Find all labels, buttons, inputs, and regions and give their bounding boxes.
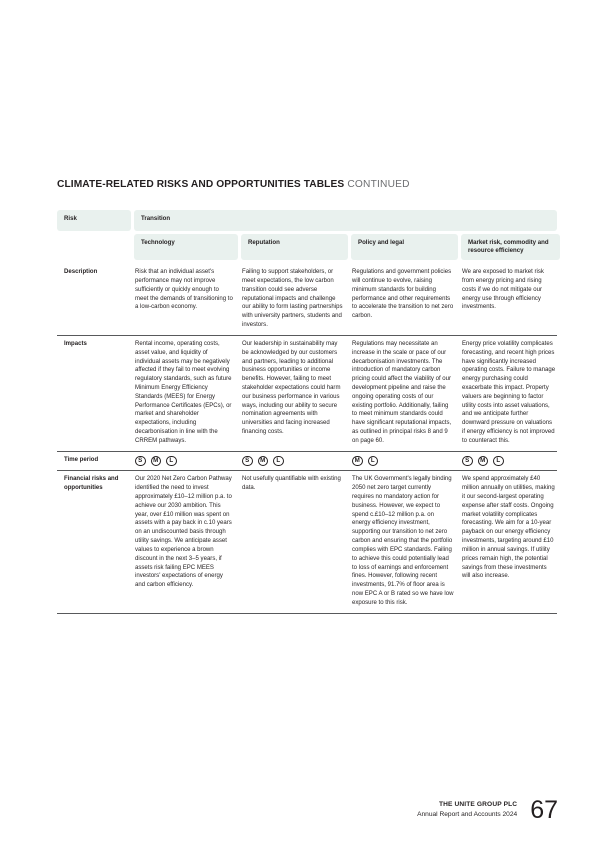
header-col-market-risk: Market risk, commodity and resource efficiency bbox=[461, 234, 560, 260]
time-badge-s: S bbox=[462, 456, 473, 467]
page-title-continued-label: CONTINUED bbox=[347, 179, 410, 190]
table-row-impacts bbox=[57, 335, 557, 451]
time-badges-reputation bbox=[241, 456, 348, 467]
header-col-technology: Technology bbox=[134, 234, 238, 260]
header-col-policy-and-legal: Policy and legal bbox=[351, 234, 458, 260]
row-label-financial: Financial risks and opportunities bbox=[64, 476, 119, 492]
table-row-financial bbox=[57, 470, 557, 613]
cell-impacts-reputation: Our leadership in sustainability may be acknowledged by our customers and partners, leading to additional business opportunities or income benefits. However, failing to meet stakeholder expectations could harm our business performance in various ways, including our ability to secure nomination agreements with universities and facing increased financing costs. bbox=[242, 340, 341, 436]
cell-impacts-policy: Regulations may necessitate an increase in the scale or pace of our decarbonisation investments. The introduction of mandatory carbon pricing could affect the viability of our development pipeline and raise the ongoing operating costs of our existing portfolio. Additionally, failing to meet minimum standards could have significant reputational impacts, as outlined in principal risks 8 and 9 on page 60. bbox=[352, 340, 452, 444]
footer-text bbox=[417, 798, 517, 820]
cell-description-technology: Risk that an individual asset's performance may not improve sufficiently or quickly enough to meet the demands of transitioning to a low-carbon economy. bbox=[135, 269, 233, 311]
header-risk-category: Transition bbox=[134, 210, 557, 231]
table-header-row-category bbox=[57, 210, 557, 231]
page-title bbox=[57, 179, 410, 190]
cell-impacts-market: Energy price volatility complicates forecasting, and recent high prices have significantly increased operating costs. Failure to manage energy purchasing could exacerbate this impact. Property valuers are beginning to factor utility costs into asset valuations, and we anticipate further downward pressure on valuations if energy efficiency is not improved to counteract this. bbox=[462, 340, 556, 444]
table-row-time-period bbox=[57, 451, 557, 471]
row-label-description: Description bbox=[64, 269, 98, 276]
time-badge-l: L bbox=[166, 456, 177, 467]
time-badge-l: L bbox=[368, 456, 379, 467]
table-row-description bbox=[57, 263, 557, 335]
row-label-time-period: Time period bbox=[64, 456, 99, 463]
table-header-row-columns bbox=[57, 234, 557, 260]
time-badges-policy bbox=[351, 456, 458, 467]
time-badge-m: M bbox=[478, 456, 489, 467]
footer-company: THE UNITE GROUP PLC bbox=[438, 801, 518, 808]
cell-financial-market: We spend approximately £40 million annually on utilities, making it our second-largest operating expense after staff costs. Ongoing market volatility complicates forecasting. We aim for a 10-year payback on our energy efficiency investments, targeting around £10 million in annual savings. If utility prices remain high, the potential savings from these investments will also increase. bbox=[462, 476, 555, 580]
cell-description-reputation: Failing to support stakeholders, or meet expectations, the low carbon transition could see adverse reputational impacts and challenge our ability to form lasting partnerships with university partners, students and investors. bbox=[242, 269, 343, 329]
climate-risks-table bbox=[57, 210, 557, 614]
time-badge-m: M bbox=[352, 456, 363, 467]
row-label-impacts: Impacts bbox=[64, 340, 87, 347]
header-spacer bbox=[57, 234, 131, 260]
page-title-main: CLIMATE-RELATED RISKS AND OPPORTUNITIES TABLES bbox=[57, 179, 345, 190]
time-badge-s: S bbox=[135, 456, 146, 467]
time-badge-s: S bbox=[242, 456, 253, 467]
header-risk-label: Risk bbox=[57, 210, 131, 231]
time-badges-technology bbox=[134, 456, 238, 467]
time-badges-market bbox=[461, 456, 560, 467]
cell-description-policy: Regulations and government policies will continue to evolve, raising minimum standards for building performance and other requirements to accelerate the transition to net zero carbon. bbox=[352, 269, 454, 320]
header-col-reputation: Reputation bbox=[241, 234, 348, 260]
time-badge-m: M bbox=[258, 456, 269, 467]
footer-report: Annual Report and Accounts 2024 bbox=[417, 810, 518, 818]
time-badge-l: L bbox=[493, 456, 504, 467]
time-badge-m: M bbox=[151, 456, 162, 467]
cell-financial-policy: The UK Government's legally binding 2050 net zero target currently requires no mandatory action for business. However, we expect to spend c.£10–12 million p.a. on energy efficiency investment, supporting our transition to net zero carbon and ensuring that the portfolio complies with EPC standards. Failing to achieve this could potentially lead to loss of earnings and enforcement fines. However, following recent investments, 91.7% of floor area is now EPC A or B rated so we have low exposure to this risk. bbox=[352, 476, 454, 606]
cell-impacts-technology: Rental income, operating costs, asset value, and liquidity of individual assets may be negatively affected if they fail to meet evolving regulatory standards, such as future Minimum Energy Efficiency Standards (MEES) for Energy Performance Certificates (EPCs), or market and shareholder expectations, including decarbonisation in line with the CRREM pathways. bbox=[135, 340, 232, 444]
cell-financial-technology: Our 2020 Net Zero Carbon Pathway identified the need to invest approximately £10–12 million p.a. to achieve our 2030 ambition. This year, over £10 million was spent on assets with a pay back in c.10 years on an undiscounted basis through utility savings. We anticipate asset values to experience a brown discount in the next 3–5 years, if assets risk failing EPC MEES investors' expectations of energy and carbon efficiency. bbox=[135, 476, 232, 589]
time-badge-l: L bbox=[273, 456, 284, 467]
cell-financial-reputation: Not usefully quantifiable with existing data. bbox=[242, 476, 341, 492]
cell-description-market: We are exposed to market risk from energy pricing and rising costs if we do not mitigate our energy use through efficiency investments. bbox=[462, 269, 544, 311]
page-number: 67 bbox=[530, 796, 558, 824]
page-footer bbox=[417, 798, 558, 823]
